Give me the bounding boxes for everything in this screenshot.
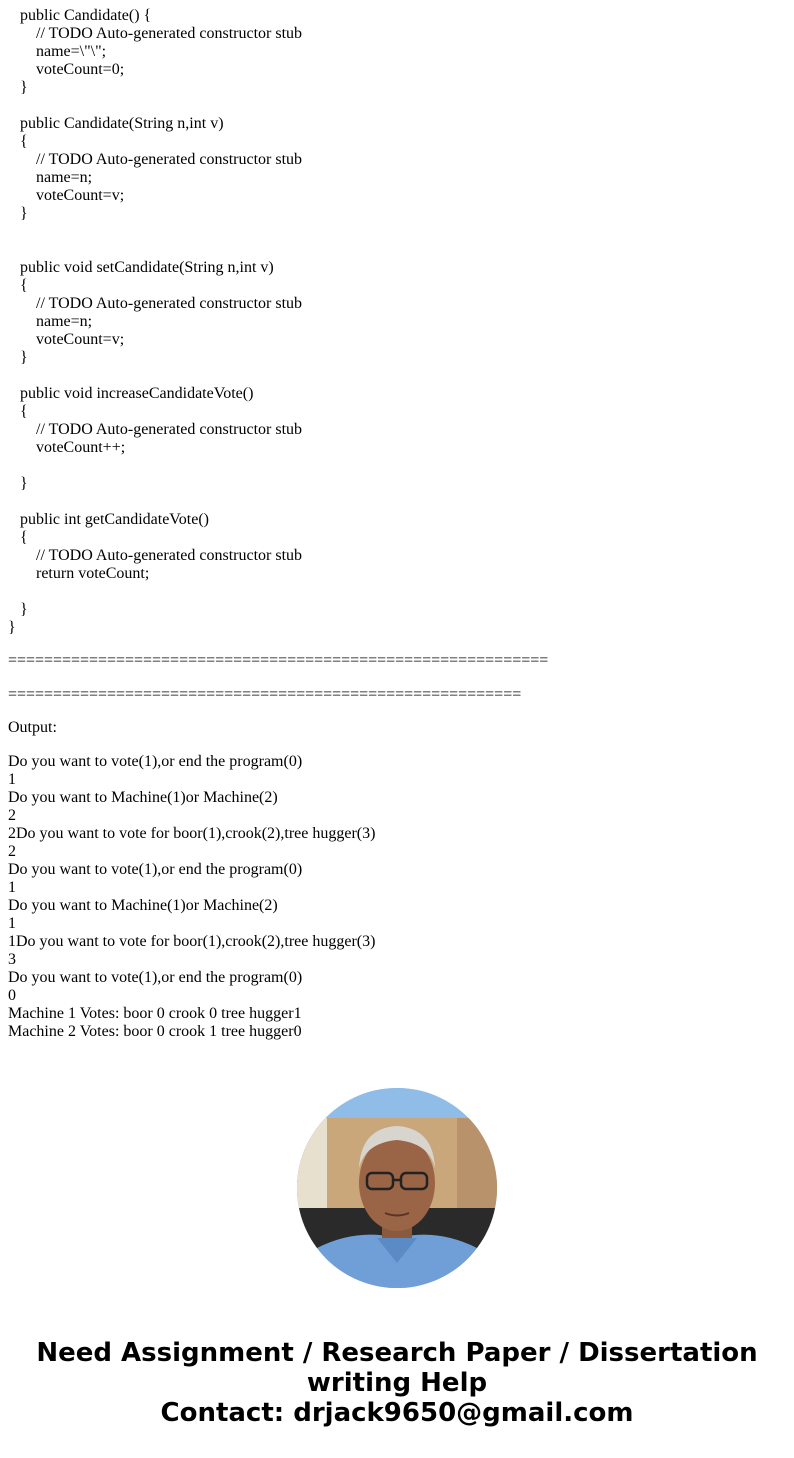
code-line: } xyxy=(8,619,16,636)
code-line: } xyxy=(8,205,28,222)
code-line: name=\"\"; xyxy=(8,43,107,60)
code-line xyxy=(8,241,302,259)
output-line: 3 xyxy=(8,951,16,968)
code-line: // TODO Auto-generated constructor stub xyxy=(8,547,303,564)
output-line: Do you want to vote(1),or end the program(0) xyxy=(8,969,303,986)
output-line: 1Do you want to vote for boor(1),crook(2),tree hugger(3) xyxy=(8,933,376,950)
code-line xyxy=(8,97,302,115)
code-line: name=n; xyxy=(8,313,93,330)
code-line: // TODO Auto-generated constructor stub xyxy=(8,151,303,168)
code-line: { xyxy=(8,529,28,546)
code-line: // TODO Auto-generated constructor stub xyxy=(8,25,303,42)
code-line: public void setCandidate(String n,int v) xyxy=(8,259,274,276)
code-line: voteCount=0; xyxy=(8,61,125,78)
output-line: 2 xyxy=(8,807,16,824)
output-line: Machine 1 Votes: boor 0 crook 0 tree hugger1 xyxy=(8,1005,302,1022)
code-line xyxy=(8,493,302,511)
separator-line-2: ========================================================= xyxy=(8,686,522,703)
code-line: voteCount=v; xyxy=(8,187,125,204)
code-line: public Candidate() { xyxy=(8,7,152,24)
output-line: 1 xyxy=(8,915,16,932)
output-heading: Output: xyxy=(8,719,57,736)
code-line: { xyxy=(8,277,28,294)
code-line: { xyxy=(8,133,28,150)
output-line: 2 xyxy=(8,843,16,860)
code-line: public int getCandidateVote() xyxy=(8,511,209,528)
code-line: public Candidate(String n,int v) xyxy=(8,115,224,132)
banner-line-1: Need Assignment / Research Paper / Dissertation xyxy=(36,1338,758,1368)
output-line: Do you want to Machine(1)or Machine(2) xyxy=(8,789,278,806)
code-line xyxy=(8,367,302,385)
output-line: 0 xyxy=(8,987,16,1004)
output-line: Do you want to Machine(1)or Machine(2) xyxy=(8,897,278,914)
code-line: return voteCount; xyxy=(8,565,150,582)
portrait-image xyxy=(297,1088,497,1288)
output-line: Do you want to vote(1),or end the program(0) xyxy=(8,753,303,770)
code-listing xyxy=(8,7,302,637)
code-line: // TODO Auto-generated constructor stub xyxy=(8,295,303,312)
code-line: public void increaseCandidateVote() xyxy=(8,385,254,402)
code-line: } xyxy=(8,475,28,492)
program-output xyxy=(8,753,375,1041)
output-line: 1 xyxy=(8,771,16,788)
output-line: Do you want to vote(1),or end the program(0) xyxy=(8,861,303,878)
code-line: { xyxy=(8,403,28,420)
contact-banner xyxy=(0,1338,794,1428)
code-line: name=n; xyxy=(8,169,93,186)
separator-line-1: ============================================================ xyxy=(8,652,549,669)
author-photo xyxy=(297,1088,497,1288)
code-line xyxy=(8,583,302,601)
code-line: } xyxy=(8,601,28,618)
code-line: } xyxy=(8,349,28,366)
code-line: voteCount=v; xyxy=(8,331,125,348)
output-line: 1 xyxy=(8,879,16,896)
code-line xyxy=(8,223,302,241)
output-line: 2Do you want to vote for boor(1),crook(2),tree hugger(3) xyxy=(8,825,376,842)
code-line: // TODO Auto-generated constructor stub xyxy=(8,421,303,438)
code-line xyxy=(8,457,302,475)
output-line: Machine 2 Votes: boor 0 crook 1 tree hugger0 xyxy=(8,1023,302,1040)
banner-line-2: writing Help xyxy=(306,1368,488,1398)
code-line: voteCount++; xyxy=(8,439,126,456)
code-line: } xyxy=(8,79,28,96)
banner-contact-line: Contact: drjack9650@gmail.com xyxy=(160,1398,634,1428)
